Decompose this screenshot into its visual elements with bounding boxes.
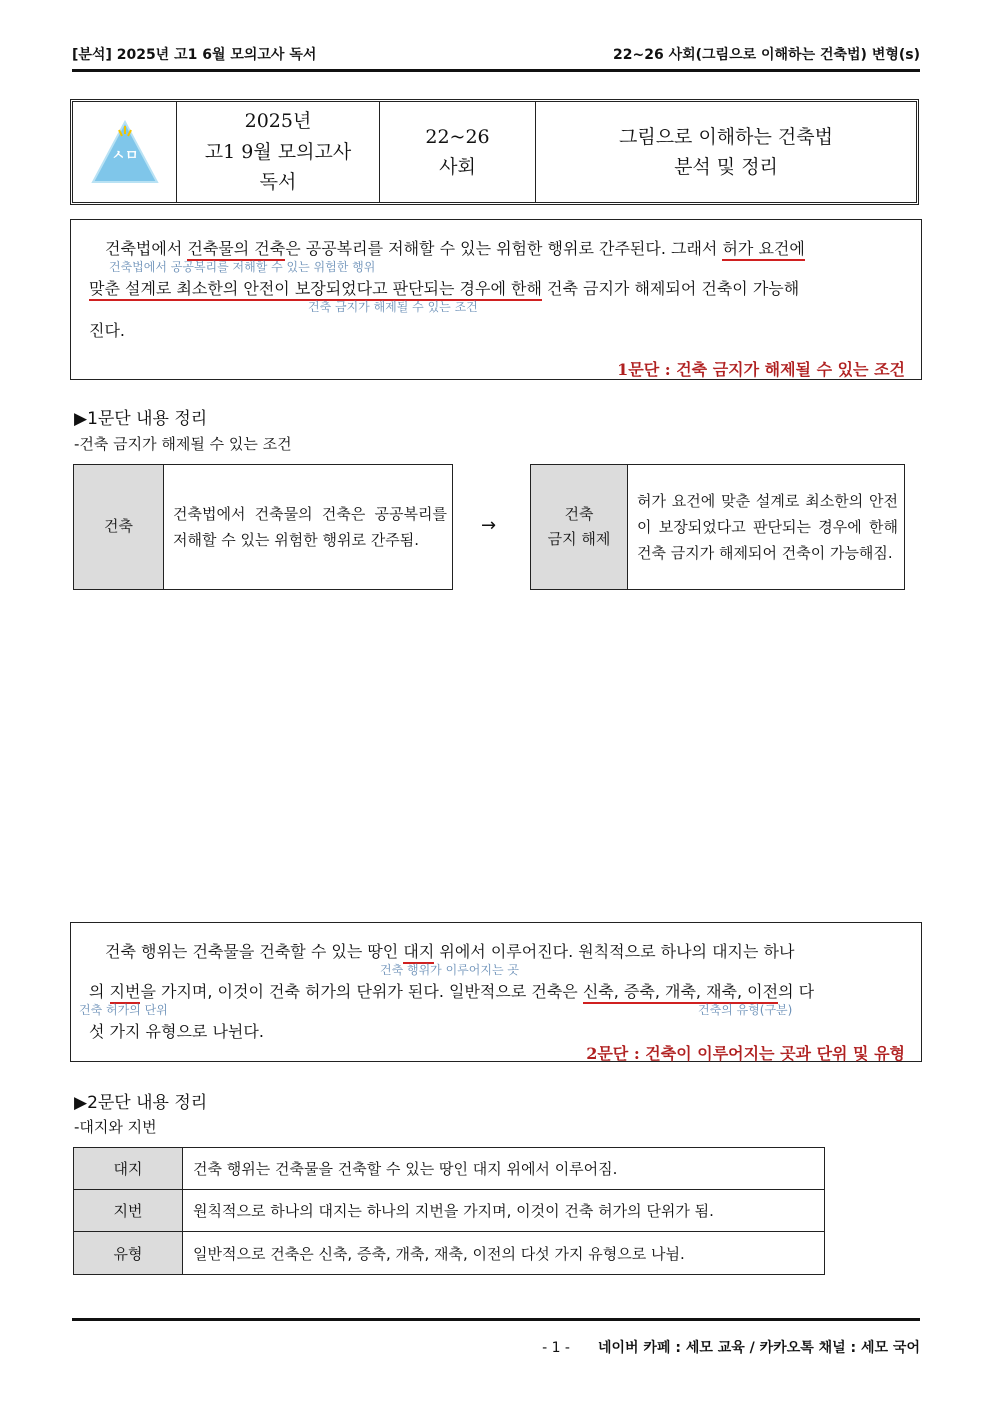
flow-box-lift: [530, 464, 905, 590]
flow-box-building: [73, 464, 453, 590]
flow-label-building: 건축: [74, 465, 164, 589]
range-cell: [380, 102, 536, 202]
section1-heading: ▶1문단 내용 정리: [74, 409, 208, 429]
underline-site: 대지: [403, 942, 434, 964]
paragraph-1-box: [70, 219, 922, 380]
footer-rule: [72, 1318, 920, 1321]
para2-line2: 의 지번을 가지며, 이것이 건축 허가의 단위가 된다. 일반적으로 건축은 신축, 증축, 개축, 재축, 이전의 다: [89, 979, 814, 1002]
logo-triangle-icon: [89, 116, 161, 188]
para2-note-1: 건축 행위가 이루어지는 곳: [380, 963, 519, 977]
flow-label-lift: 건축 금지 해제: [531, 465, 628, 589]
header-left: [분석] 2025년 고1 6월 모의고사 독서: [72, 47, 317, 63]
para1-line1: 건축법에서 건축물의 건축은 공공복리를 저해할 수 있는 위험한 행위로 간주된다. 그래서 허가 요건에: [105, 236, 805, 259]
title-box: [70, 99, 919, 205]
section2-table: [73, 1147, 825, 1275]
table-key: 지번: [74, 1190, 183, 1231]
section1-subheading: -건축 금지가 해제될 수 있는 조건: [74, 435, 292, 453]
exam-name: 고1 9월 모의고사: [204, 140, 352, 163]
para1-note-1: 건축법에서 공공복리를 저해할 수 있는 위험한 행위: [109, 260, 376, 274]
question-range: 22~26: [425, 125, 490, 148]
question-category: 사회: [439, 156, 476, 178]
para2-note-2: 건축 허가의 단위: [79, 1003, 168, 1017]
table-key: 대지: [74, 1148, 183, 1189]
page-header: [72, 44, 920, 66]
exam-info-cell: [177, 102, 380, 202]
paragraph-2-box: [70, 922, 922, 1062]
logo-cell: [73, 102, 177, 202]
table-value: 일반적으로 건축은 신축, 증축, 개축, 재축, 이전의 다섯 가지 유형으로 나뉨.: [193, 1244, 685, 1263]
table-value: 원칙적으로 하나의 대지는 하나의 지번을 가지며, 이것이 건축 허가의 단위가 됨.: [193, 1202, 714, 1220]
para1-note-2: 건축 금지가 해제될 수 있는 조건: [308, 300, 478, 314]
table-row: [74, 1232, 824, 1274]
table-value: 건축 행위는 건축물을 건축할 수 있는 땅인 대지 위에서 이루어짐.: [193, 1160, 618, 1178]
doc-title-line2: 분석 및 정리: [674, 156, 778, 178]
underline-lot: 지번: [110, 982, 141, 1004]
page-footer: [542, 1337, 920, 1357]
doc-title-line1: 그림으로 이해하는 건축법: [619, 125, 833, 148]
para2-note-3: 건축의 유형(구분): [698, 1003, 793, 1017]
section2-heading: ▶2문단 내용 정리: [74, 1093, 208, 1113]
para1-line3: 진다.: [89, 321, 125, 340]
para2-summary: 2문단 : 건축이 이루어지는 곳과 단위 및 유형: [586, 1044, 905, 1063]
header-rule: [72, 69, 920, 72]
underline-types: 신축, 증축, 개축, 재축, 이전: [583, 982, 778, 1004]
exam-subject: 독서: [259, 171, 297, 194]
flow-arrow-icon: →: [481, 515, 497, 536]
para1-summary: 1문단 : 건축 금지가 해제될 수 있는 조건: [617, 360, 905, 379]
section2-subheading: -대지와 지번: [74, 1118, 157, 1136]
logo: [89, 116, 161, 188]
flow-text-building: 건축법에서 건축물의 건축은 공공복리를 저해할 수 있는 위험한 행위로 간주됨.: [173, 504, 447, 549]
underline-building: 건축물의 건축: [187, 239, 285, 261]
para2-line3: 섯 가지 유형으로 나뉜다.: [89, 1022, 264, 1041]
table-row: [74, 1190, 824, 1232]
page-number: - 1 -: [542, 1340, 570, 1356]
doc-title-cell: [536, 102, 916, 202]
header-right: 22~26 사회(그림으로 이해하는 건축법) 변형(s): [613, 47, 920, 63]
flow-text-lift: 허가 요건에 맞춘 설계로 최소한의 안전이 보장되었다고 판단되는 경우에 한해 건축 금지가 해제되어 건축이 가능해짐.: [637, 491, 898, 563]
underline-permit: 허가 요건에: [722, 239, 804, 261]
table-key: 유형: [74, 1232, 183, 1274]
footer-text: 네이버 카페 : 세모 교육 / 카카오톡 채널 : 세모 국어: [597, 1340, 920, 1356]
para1-line2: 맞춘 설계로 최소한의 안전이 보장되었다고 판단되는 경우에 한해 건축 금지가 해제되어 건축이 가능해: [89, 276, 799, 299]
table-row: [74, 1148, 824, 1190]
underline-condition: 맞춘 설계로 최소한의 안전이 보장되었다고 판단되는 경우에 한해: [89, 279, 542, 301]
exam-year: 2025년: [244, 110, 312, 133]
svg-text:ㅅㅁ: ㅅㅁ: [110, 148, 139, 164]
para2-line1: 건축 행위는 건축물을 건축할 수 있는 땅인 대지 위에서 이루어진다. 원칙적으로 하나의 대지는 하나: [105, 939, 794, 962]
